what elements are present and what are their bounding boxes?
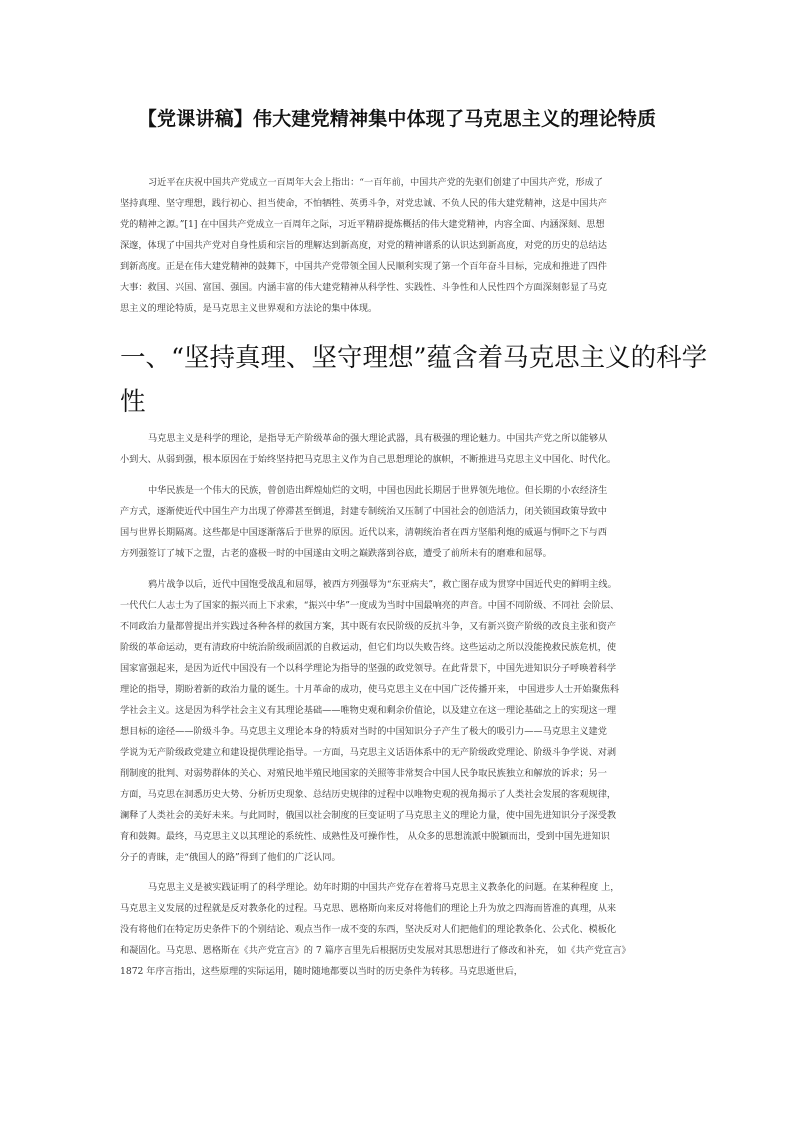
section-heading bbox=[120, 336, 708, 424]
body-paragraph-1 bbox=[120, 428, 680, 470]
paragraph-line: 育和鼓舞。最终，马克思主义以其理论的系统性、成熟性及可操作性， 从众多的思想流派中脱颖而出，受到中国先进知识 bbox=[120, 831, 610, 842]
paragraph-line: 鸦片战争以后，近代中国饱受战乱和屈辱，被西方列强辱为“东亚病夫”，救亡图存成为贯穿中国近代史的鲜明主线。 bbox=[148, 579, 617, 590]
paragraph-line: 产方式，逐渐使近代中国生产力出现了停滞甚至倒退，封建专制统治又压制了中国社会的创造活力，闭关锁国政策导致中 bbox=[120, 506, 607, 517]
paragraph-line: 方列强签订了城下之盟，古老的盛极一时的中国遂由文明之巅跌落到谷底，遭受了前所未有的磨难和屈辱。 bbox=[120, 548, 552, 559]
intro-line: 深邃，体现了中国共产党对自身性质和宗旨的理解达到新高度，对党的精神谱系的认识达到新高度，对党的历史的总结达 bbox=[120, 240, 607, 251]
body-paragraph-2 bbox=[120, 480, 680, 564]
intro-line: 思主义的理论特质，是马克思主义世界观和方法论的集中体现。 bbox=[120, 303, 378, 314]
section-heading-line: 一、“坚持真理、坚守理想”蕴含着马克思主义的科学 bbox=[120, 343, 708, 373]
intro-line: 大事：救国、兴国、富国、强国。内涵丰富的伟大建党精神从科学性、实践性、斗争性和人民性四个方面深刻彰显了马克 bbox=[120, 282, 607, 293]
paragraph-line: 想目标的途径——阶级斗争。马克思主义理论本身的特质对当时的中国知识分子产生了极大的吸引力——马克思主义建党 bbox=[120, 726, 607, 737]
paragraph-line: 方面，马克思在洞悉历史大势、分析历史现象、总结历史规律的过程中以唯物史观的视角揭示了人类社会发展的客观规律， bbox=[120, 789, 617, 800]
paragraph-line: 1872 年序言指出，这些原理的实际运用，随时随地都要以当时的历史条件为转移。马克思逝世后， bbox=[120, 966, 523, 977]
intro-line: 到新高度。正是在伟大建党精神的鼓舞下，中国共产党带领全国人民顺利实现了第一个百年奋斗目标，完成和推进了四件 bbox=[120, 261, 607, 272]
paragraph-line: 学说为无产阶级政党建立和建设提供理论指导。一方面，马克思主义话语体系中的无产阶级政党理论、阶级斗争学说、对剥 bbox=[120, 747, 617, 758]
document-title: 【党课讲稿】伟大建党精神集中体现了马克思主义的理论特质 bbox=[137, 108, 657, 130]
paragraph-line: 理论的指导，期盼着新的政治力量的诞生。十月革命的成功，使马克思主义在中国广泛传播开来， 中国进步人士开始聚焦科 bbox=[120, 684, 620, 695]
intro-line: 坚持真理、坚守理想，践行初心、担当使命，不怕牺牲、英勇斗争，对党忠诚、不负人民的伟大建党精神，这是中国共产 bbox=[120, 198, 607, 209]
paragraph-line: 马克思主义发展的过程就是反对教条化的过程。马克思、恩格斯向来反对将他们的理论上升为放之四海而皆准的真理，从来 bbox=[120, 903, 617, 914]
paragraph-line: 澜释了人类社会的美好未来。与此同时，俄国以社会制度的巨变证明了马克思主义的理论力量，使中国先进知识分子深受教 bbox=[120, 810, 617, 821]
paragraph-line: 分子的青睐，走“俄国人的路”得到了他们的广泛认同。 bbox=[120, 852, 341, 863]
paragraph-line: 马克思主义是科学的理论，是指导无产阶级革命的强大理论武器，具有极强的理论魅力。中国共产党之所以能够从 bbox=[148, 433, 608, 444]
intro-paragraph bbox=[120, 172, 680, 319]
paragraph-line: 没有将他们在特定历史条件下的个别结论、观点当作一成不变的东西，坚决反对人们把他们的理论教条化、公式化、模板化 bbox=[120, 924, 617, 935]
intro-line: 习近平在庆祝中国共产党成立一百周年大会上指出：“一百年前，中国共产党的先驱们创建了中国共产党，形成了 bbox=[148, 177, 603, 188]
paragraph-line: 削制度的批判、对弱势群体的关心、对殖民地半殖民地国家的关照等非常契合中国人民争取民族独立和解放的诉求；另一 bbox=[120, 768, 607, 779]
paragraph-line: 阶级的革命运动，更有清政府中统治阶级顽固派的自救运动，但它们均以失败告终。这些运动之所以没能挽救民族危机，使 bbox=[120, 642, 617, 653]
body-paragraph-4 bbox=[120, 877, 680, 982]
paragraph-line: 小到大、从弱到强，根本原因在于始终坚持把马克思主义作为自己思想理论的旗帜，不断推进马克思主义中国化、时代化。 bbox=[120, 454, 617, 465]
paragraph-line: 国家富强起来，是因为近代中国没有一个以科学理论为指导的坚强的政党领导。在此背景下，中国先进知识分子呼唤着科学 bbox=[120, 663, 617, 674]
paragraph-line: 学社会主义。这是因为科学社会主义有其理论基础——唯物史观和剩余价值论，以及建立在这一理论基础之上的实现这一理 bbox=[120, 705, 617, 716]
body-paragraph-3 bbox=[120, 574, 680, 868]
paragraph-line: 一代代仁人志士为了国家的振兴而上下求索，“振兴中华”一度成为当时中国最响亮的声音。中国不同阶级、不同社 会阶层、 bbox=[120, 600, 620, 611]
paragraph-line: 中华民族是一个伟大的民族，曾创造出辉煌灿烂的文明，中国也因此长期居于世界领先地位。但长期的小农经济生 bbox=[148, 485, 608, 496]
paragraph-line: 和凝固化。马克思、恩格斯在《共产党宣言》的 7 篇序言里先后根据历史发展对其思想进行了修改和补充， 如《共产党宣言》 bbox=[120, 945, 631, 956]
section-heading-line: 性 bbox=[120, 387, 146, 417]
paragraph-line: 国与世界长期隔离。这些都是中国逐渐落后于世界的原因。近代以来，清朝统治者在西方坚船利炮的威逼与恫吓之下与西 bbox=[120, 527, 607, 538]
paragraph-line: 马克思主义是被实践证明了的科学理论。幼年时期的中国共产党存在着将马克思主义教条化的问题。在某种程度 上， bbox=[148, 882, 620, 893]
paragraph-line: 不同政治力量都曾提出并实践过各种各样的救国方案，其中既有农民阶级的反抗斗争，又有新兴资产阶级的改良主张和资产 bbox=[120, 621, 617, 632]
intro-line: 党的精神之源。”[1] 在中国共产党成立一百周年之际，习近平精辟提炼概括的伟大建党精神，内容全面、内涵深刻、思想 bbox=[120, 219, 605, 230]
